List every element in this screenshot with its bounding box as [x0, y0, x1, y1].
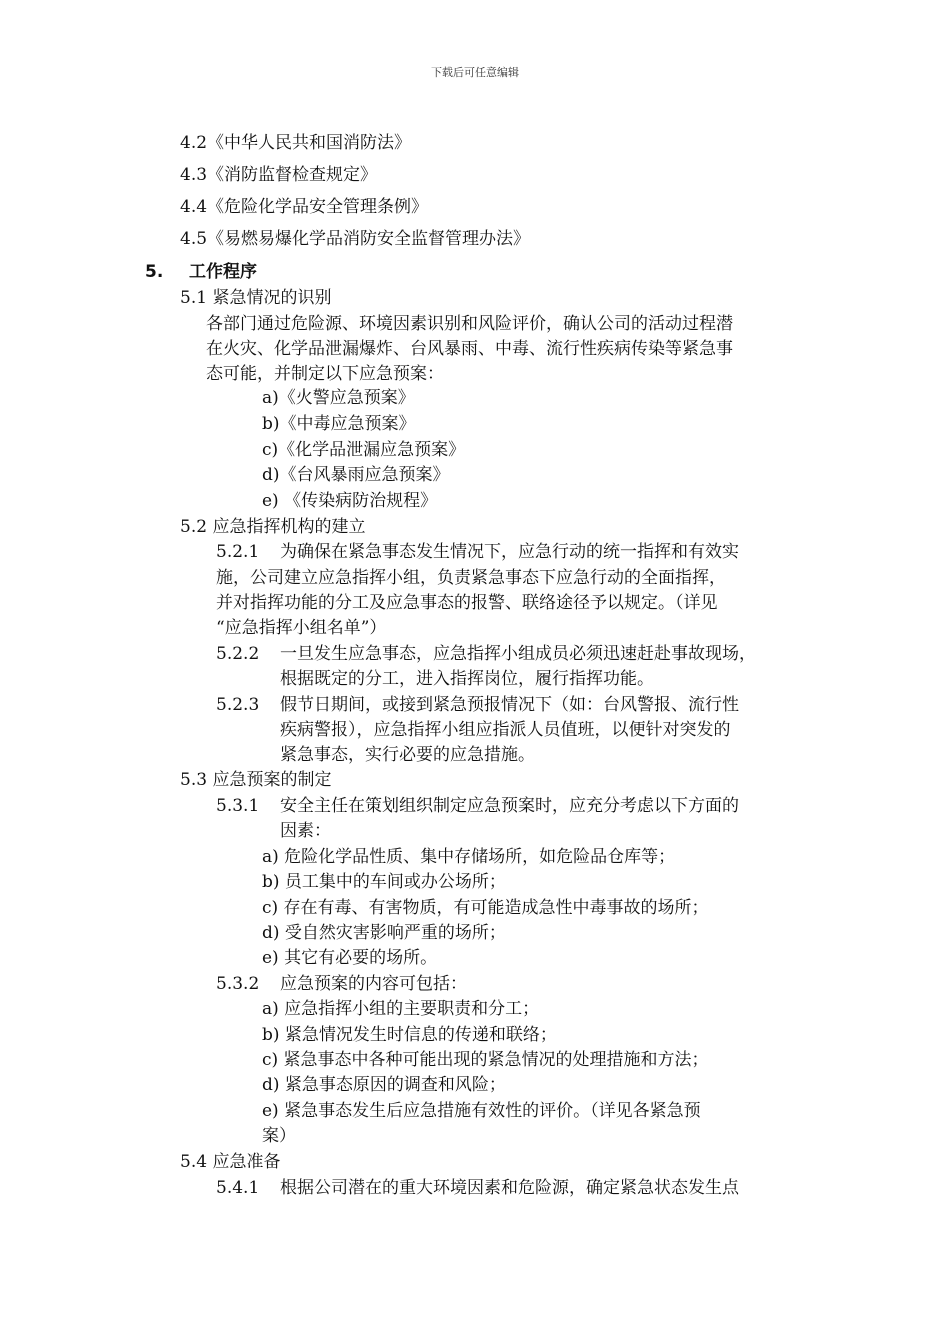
clause-number: 5.4.1 — [216, 1178, 260, 1198]
list-item: e) 其它有必要的场所。 — [262, 948, 438, 968]
paragraph-line: 疾病警报），应急指挥小组应指派人员值班，以便针对突发的 — [280, 720, 731, 740]
reference-item: 4.4《危险化学品安全管理条例》 — [180, 197, 429, 217]
paragraph-line: 根据既定的分工，进入指挥岗位，履行指挥功能。 — [280, 669, 654, 689]
list-item: c) 存在有毒、有害物质，有可能造成急性中毒事故的场所； — [262, 898, 709, 918]
list-item: b) 员工集中的车间或办公场所； — [262, 872, 506, 892]
list-item: a)《火警应急预案》 — [262, 388, 415, 408]
paragraph-line: 各部门通过危险源、环境因素识别和风险评价，确认公司的活动过程潜 — [206, 314, 733, 334]
list-item: b) 紧急情况发生时信息的传递和联络； — [262, 1025, 557, 1045]
paragraph-line: 紧急事态，实行必要的应急措施。 — [280, 745, 535, 765]
list-item: d) 受自然灾害影响严重的场所； — [262, 923, 506, 943]
list-item: d) 紧急事态原因的调查和风险； — [262, 1075, 506, 1095]
list-item: c)《化学品泄漏应急预案》 — [262, 440, 466, 460]
clause-number: 5.3.2 — [216, 974, 260, 994]
list-item: e) 紧急事态发生后应急措施有效性的评价。（详见各紧急预 — [262, 1101, 701, 1121]
paragraph-line: 因素： — [280, 821, 331, 841]
list-item: b)《中毒应急预案》 — [262, 414, 416, 434]
list-item: 案） — [262, 1126, 296, 1146]
paragraph-line: 态可能，并制定以下应急预案： — [206, 364, 444, 384]
list-item: c) 紧急事态中各种可能出现的紧急情况的处理措施和方法； — [262, 1050, 709, 1070]
list-item: a) 危险化学品性质、集中存储场所，如危险品仓库等； — [262, 847, 676, 867]
list-item: e) 《传染病防治规程》 — [262, 491, 438, 511]
section-number: 5. — [145, 262, 164, 282]
reference-item: 4.5《易燃易爆化学品消防安全监督管理办法》 — [180, 229, 531, 249]
clause-number: 5.2.2 — [216, 644, 260, 664]
section-title: 工作程序 — [189, 262, 257, 282]
paragraph-line: 应急预案的内容可包括： — [280, 974, 467, 994]
paragraph-line: 安全主任在策划组织制定应急预案时，应充分考虑以下方面的 — [280, 796, 739, 816]
reference-item: 4.3《消防监督检查规定》 — [180, 165, 378, 185]
subsection-title: 5.2 应急指挥机构的建立 — [180, 517, 366, 537]
paragraph-line: “应急指挥小组名单”） — [216, 618, 387, 638]
reference-item: 4.2《中华人民共和国消防法》 — [180, 133, 412, 153]
paragraph-line: 根据公司潜在的重大环境因素和危险源，确定紧急状态发生点 — [280, 1178, 739, 1198]
list-item: d)《台风暴雨应急预案》 — [262, 465, 450, 485]
clause-number: 5.2.3 — [216, 695, 260, 715]
paragraph-line: 一旦发生应急事态，应急指挥小组成员必须迅速赶赴事故现场， — [280, 644, 756, 664]
subsection-title: 5.4 应急准备 — [180, 1152, 281, 1172]
paragraph-line: 为确保在紧急事态发生情况下，应急行动的统一指挥和有效实 — [280, 542, 739, 562]
paragraph-line: 在火灾、化学品泄漏爆炸、台风暴雨、中毒、流行性疾病传染等紧急事 — [206, 339, 733, 359]
subsection-title: 5.1 紧急情况的识别 — [180, 288, 332, 308]
list-item: a) 应急指挥小组的主要职责和分工； — [262, 999, 540, 1019]
subsection-title: 5.3 应急预案的制定 — [180, 770, 332, 790]
page-header: 下载后可任意编辑 — [431, 66, 519, 79]
paragraph-line: 并对指挥功能的分工及应急事态的报警、联络途径予以规定。（详见 — [216, 593, 718, 613]
paragraph-line: 施，公司建立应急指挥小组，负责紧急事态下应急行动的全面指挥， — [216, 568, 726, 588]
clause-number: 5.3.1 — [216, 796, 260, 816]
paragraph-line: 假节日期间，或接到紧急预报情况下（如：台风警报、流行性 — [280, 695, 739, 715]
section-heading — [145, 260, 345, 284]
clause-number: 5.2.1 — [216, 542, 260, 562]
